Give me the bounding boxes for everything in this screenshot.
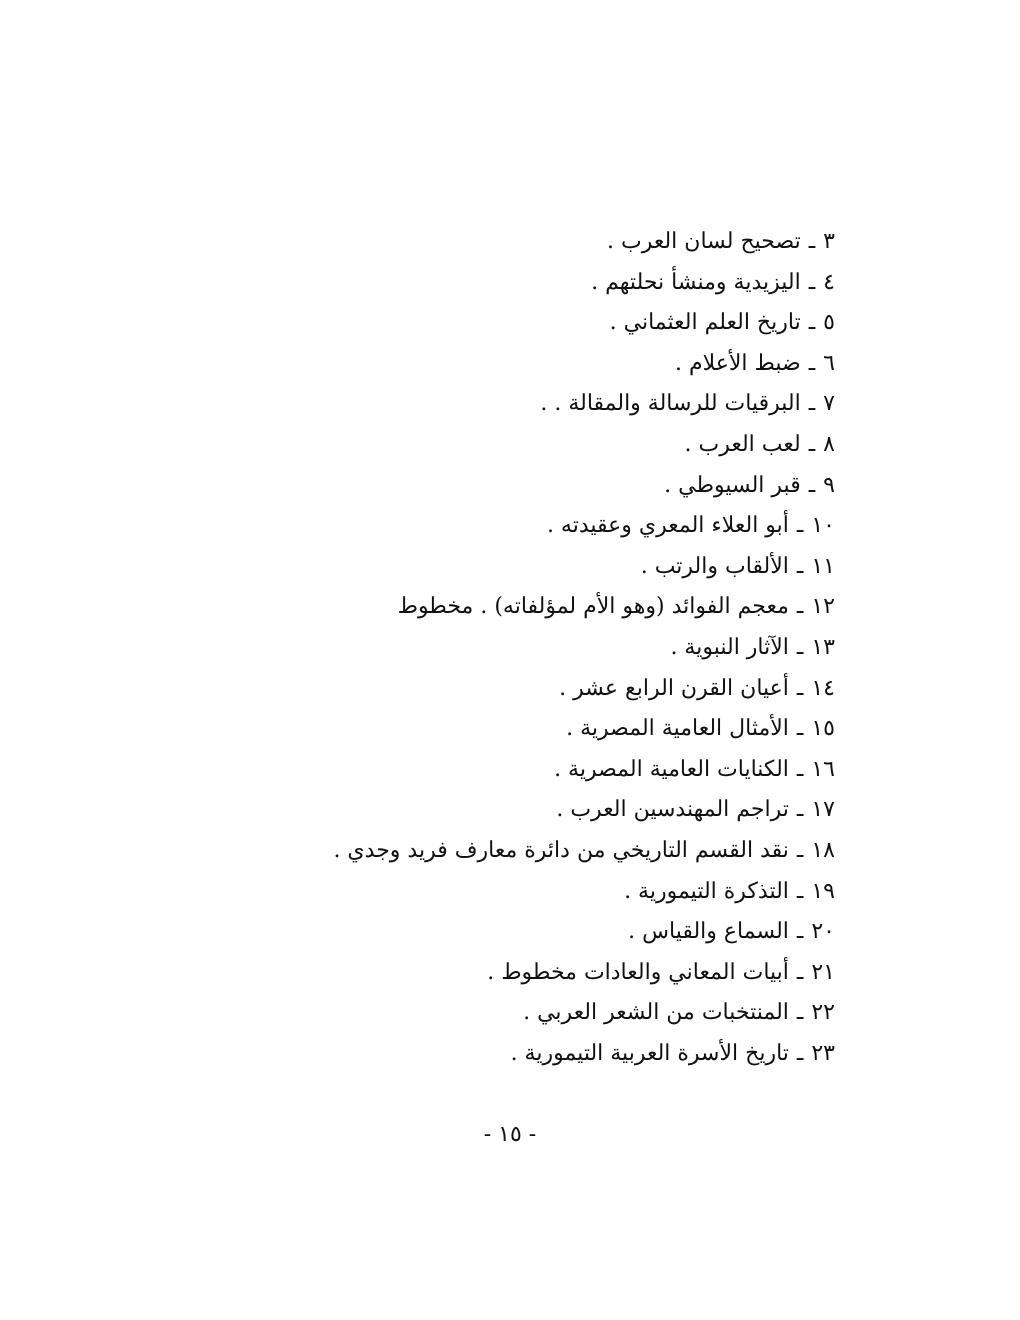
item-number: ١٨ (811, 837, 835, 863)
item-dash: ـ (796, 1000, 804, 1026)
item-title: التذكرة التيمورية . (624, 878, 789, 904)
item-dash: ـ (808, 229, 816, 254)
item-dash: ـ (796, 797, 804, 823)
item-number: ١٥ (811, 716, 835, 742)
item-title: أعيان القرن الرابع عشر . (559, 675, 789, 701)
item-title: تصحيح لسان العرب . (607, 229, 801, 254)
item-title: السماع والقياس . (628, 919, 789, 945)
item-number: ٢٠ (811, 919, 835, 945)
list-item (115, 303, 835, 344)
page-number: - ١٥ - (483, 1122, 537, 1147)
list-item (115, 993, 835, 1034)
list-item (115, 506, 835, 547)
item-title: اليزيدية ومنشأ نحلتهم . (591, 269, 801, 295)
list-item (115, 263, 835, 304)
list-item (115, 750, 835, 791)
item-dash: ـ (808, 310, 816, 336)
item-number: ٧ (823, 391, 835, 417)
item-title: أبو العلاء المعري وعقيدته . (546, 513, 789, 539)
list-item (115, 425, 835, 466)
item-title: الأمثال العامية المصرية . (566, 716, 789, 742)
list-item (115, 466, 835, 507)
item-dash: ـ (796, 634, 804, 660)
works-list (115, 222, 835, 1074)
item-title: أبيات المعاني والعادات مخطوط . (487, 959, 789, 985)
item-number: ١٦ (811, 756, 835, 782)
list-item (115, 709, 835, 750)
item-number: ٦ (823, 350, 835, 376)
item-number: ٨ (823, 431, 835, 457)
list-item (115, 628, 835, 669)
item-title: نقد القسم التاريخي من دائرة معارف فريد وجدي . (333, 837, 789, 863)
list-item (115, 912, 835, 953)
list-item (115, 547, 835, 588)
item-number: ١٧ (811, 797, 835, 823)
item-number: ٤ (823, 269, 835, 295)
list-item (115, 872, 835, 913)
item-title: قبر السيوطي . (664, 472, 801, 498)
list-item (115, 790, 835, 831)
item-dash: ـ (796, 553, 804, 579)
item-number: ٥ (823, 310, 835, 336)
item-title: تراجم المهندسين العرب . (556, 797, 789, 823)
list-item (115, 384, 835, 425)
item-dash: ـ (796, 959, 804, 985)
item-dash: ـ (808, 269, 816, 295)
item-dash: ـ (796, 837, 804, 863)
list-item (115, 222, 835, 263)
item-number: ٢٣ (811, 1040, 835, 1066)
item-number: ٣ (823, 229, 835, 254)
item-title: تاريخ العلم العثماني . (609, 310, 801, 336)
item-dash: ـ (796, 919, 804, 945)
item-number: ١٩ (811, 878, 835, 904)
item-title: لعب العرب . (684, 431, 801, 457)
item-title: الآثار النبوية . (670, 634, 789, 660)
item-dash: ـ (808, 391, 816, 417)
item-number: ١١ (811, 553, 835, 579)
item-dash: ـ (808, 431, 816, 457)
item-number: ١٠ (811, 513, 835, 539)
item-dash: ـ (796, 594, 804, 620)
item-dash: ـ (796, 716, 804, 742)
list-item (115, 1034, 835, 1075)
item-dash: ـ (796, 675, 804, 701)
item-number: ٢١ (811, 959, 835, 985)
item-dash: ـ (796, 513, 804, 539)
item-number: ١٣ (811, 634, 835, 660)
item-dash: ـ (808, 472, 816, 498)
list-item (115, 953, 835, 994)
item-dash: ـ (796, 878, 804, 904)
item-number: ٢٢ (811, 1000, 835, 1026)
item-number: ٩ (823, 472, 835, 498)
item-number: ١٢ (811, 594, 835, 620)
item-dash: ـ (796, 1040, 804, 1066)
item-title: تاريخ الأسرة العربية التيمورية . (510, 1040, 789, 1066)
item-title: البرقيات للرسالة والمقالة . . (540, 391, 801, 417)
item-title: ضبط الأعلام . (675, 350, 801, 376)
list-item (115, 831, 835, 872)
item-title: الكنايات العامية المصرية . (554, 756, 789, 782)
list-item (115, 669, 835, 710)
item-title: معجم الفوائد (وهو الأم لمؤلفاته) . مخطوط (397, 594, 789, 620)
list-item (115, 344, 835, 385)
item-number: ١٤ (811, 675, 835, 701)
item-dash: ـ (796, 756, 804, 782)
item-title: المنتخبات من الشعر العربي . (523, 1000, 789, 1026)
item-title: الألقاب والرتب . (640, 553, 789, 579)
item-dash: ـ (808, 350, 816, 376)
list-item (115, 587, 835, 628)
